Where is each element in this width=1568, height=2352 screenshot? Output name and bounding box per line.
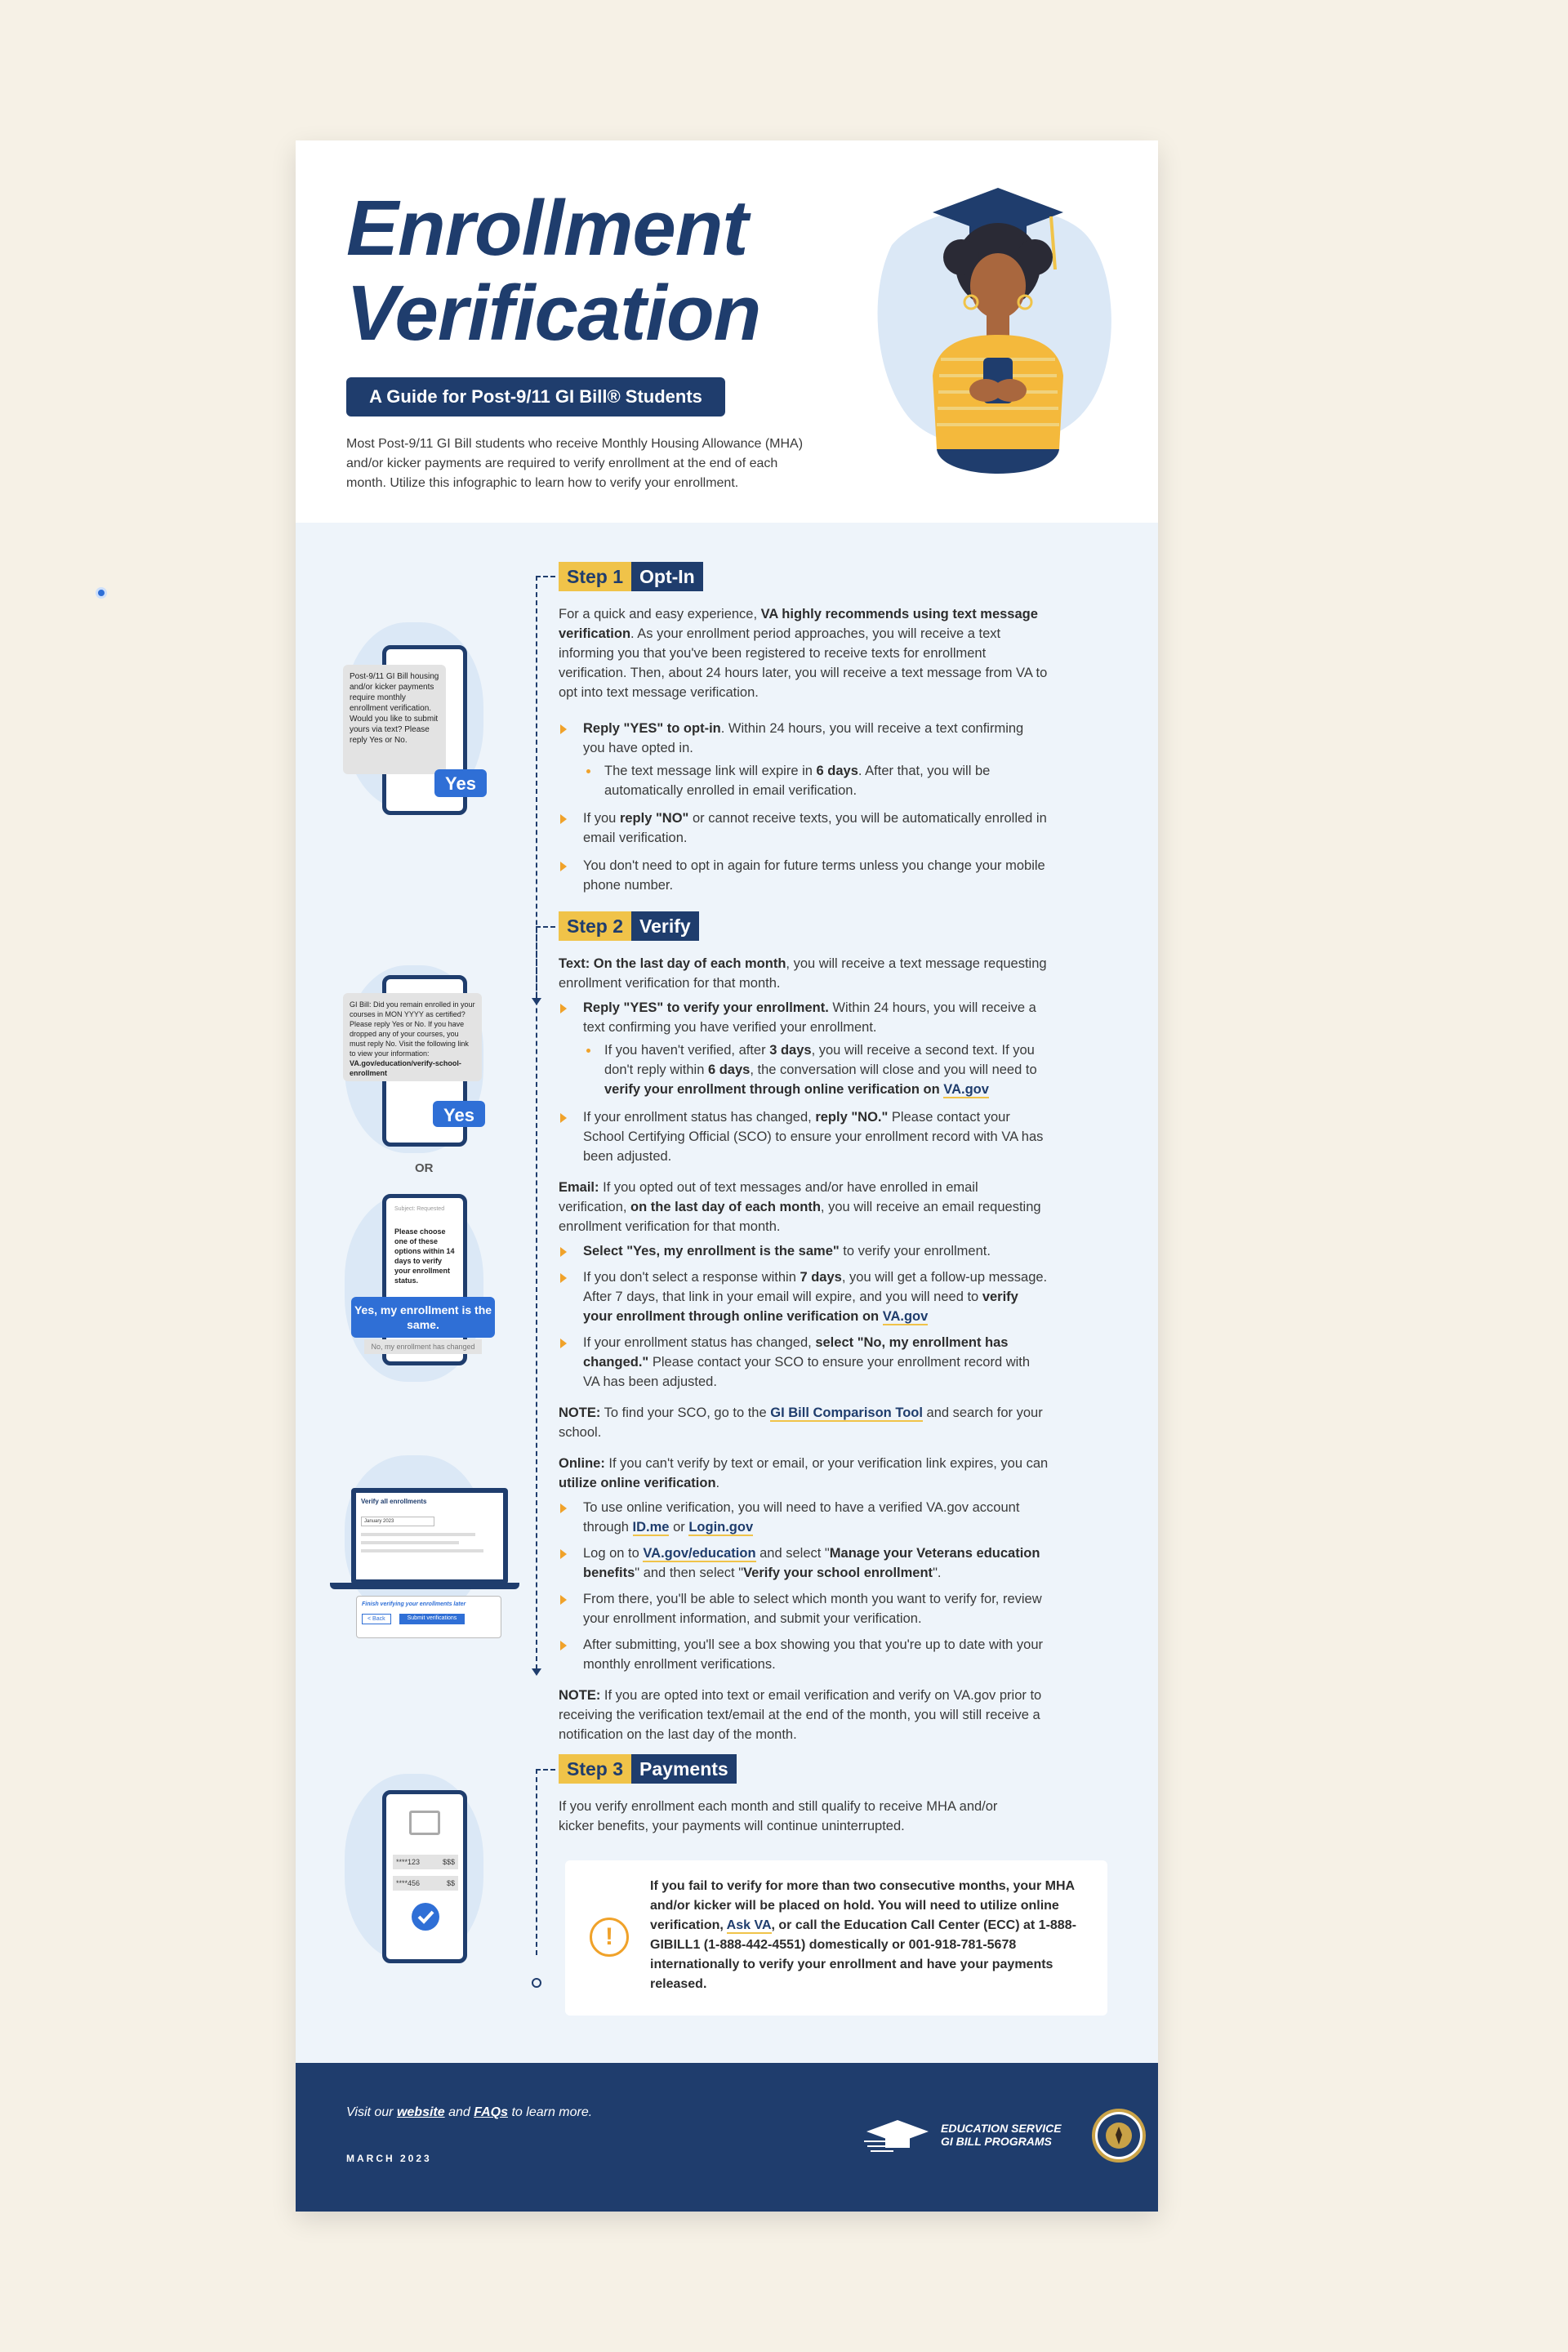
list-item: If you reply "NO" or cannot receive texts, you will be automatically enrolled in email verification. [559, 808, 1049, 848]
account-row: ****456 $$ [393, 1876, 458, 1891]
email-yes-button: Yes, my enrollment is the same. [351, 1297, 495, 1338]
phone-icon: Subject: Requested Please choose one of these options within 14 days to verify your enrollment status. [382, 1194, 467, 1365]
back-button: < Back [362, 1614, 391, 1624]
side-indicator-dot [96, 587, 107, 599]
step2-header [559, 911, 699, 941]
list-item: From there, you'll be able to select which month you want to verify for, review your enrollment information, and submit your verification. [559, 1589, 1049, 1628]
step1-number: Step 1 [559, 562, 631, 591]
phone-icon [382, 1790, 467, 1963]
website-link[interactable]: website [396, 2105, 445, 2119]
email-section: Email: If you opted out of text messages and/or have enrolled in email verification, on the last day of each month, you will receive an email requesting enrollment verification for that month. [559, 1180, 1041, 1234]
online-section: Online: If you can't verify by text or email, or your verification link expires, you can utilize online verification. [559, 1456, 1049, 1490]
mortarboard-logo [862, 2117, 933, 2154]
note-prior-verify: NOTE: If you are opted into text or email verification and verify on VA.gov prior to receiving the verification text/email at the end of the month, you will still receive a notification on the last day of the month. [559, 1688, 1042, 1742]
education-service-logo: EDUCATION SERVICE GI BILL PROGRAMS [941, 2122, 1062, 2148]
yes-reply: Yes [433, 1101, 485, 1127]
comparison-tool-link[interactable]: GI Bill Comparison Tool [770, 1405, 923, 1420]
list-item: Select "Yes, my enrollment is the same" to verify your enrollment. [559, 1241, 1049, 1261]
infographic [296, 140, 1158, 2212]
text-section: Text: On the last day of each month, you will receive a text message requesting enrollment verification for that month. [559, 956, 1047, 991]
footer [296, 2063, 1158, 2212]
list-subitem: The text message link will expire in 6 days. After that, you will be automatically enrolled in email verification. [559, 761, 1049, 800]
yes-reply: Yes [434, 769, 487, 797]
list-item: If you don't select a response within 7 days, you will get a follow-up message. After 7 days, that link in your email will expire, and you will need to verify your enrollment through online verification on VA.gov [559, 1267, 1049, 1326]
list-item: Log on to VA.gov/education and select "Manage your Veterans education benefits" and then select "Verify your school enrollment". [559, 1544, 1049, 1583]
text-message-bubble: Post-9/11 GI Bill housing and/or kicker payments require monthly enrollment verification. Would you like to submit yours via text? Please reply Yes or No. [343, 665, 446, 774]
list-item: Reply "YES" to opt-in. Within 24 hours, you will receive a text confirming you have opted in. [559, 719, 1049, 758]
laptop-title: Verify all enrollments [361, 1498, 427, 1505]
header [296, 140, 1158, 523]
title-line-2: Verification [346, 270, 761, 357]
visit-text: Visit our website and FAQs to learn more. [346, 2105, 593, 2119]
email-no-button: No, my enrollment has changed [364, 1339, 482, 1354]
faqs-link[interactable]: FAQs [474, 2105, 509, 2119]
check-icon [411, 1902, 440, 1931]
list-item: If your enrollment status has changed, select "No, my enrollment has changed." Please contact your SCO to ensure your enrollment record with VA has been adjusted. [559, 1333, 1049, 1392]
step1-intro: For a quick and easy experience, VA highly recommends using text message verification. As your enrollment period approaches, you will receive a text informing you that you've been registered to receive texts for enrollment verification. Then, about 24 hours later, you will receive a text message from VA to opt into text message verification. [559, 607, 1048, 700]
submit-verifications-button: Submit verifications [399, 1614, 466, 1624]
page-title [346, 186, 760, 356]
vagov-education-link[interactable]: VA.gov/education [643, 1546, 756, 1561]
email-message: Please choose one of these options within 14 days to verify your enrollment status. [394, 1227, 455, 1285]
idme-link[interactable]: ID.me [632, 1520, 670, 1535]
alert-icon: ! [590, 1918, 629, 1957]
list-item: If your enrollment status has changed, reply "NO." Please contact your School Certifying Official (SCO) to ensure your enrollment record with VA has been adjusted. [559, 1107, 1049, 1166]
step2-body [559, 954, 1049, 1744]
intro-text: Most Post-9/11 GI Bill students who receive Monthly Housing Allowance (MHA) and/or kicker payments are required to verify enrollment at the end of each month. Utilize this infographic to learn how to verify your enrollment. [346, 437, 804, 490]
va-seal [1092, 2109, 1146, 2163]
account-row: ****123 $$$ [393, 1855, 458, 1869]
step1-header [559, 562, 703, 591]
step2-number: Step 2 [559, 911, 631, 941]
publication-date: MARCH 2023 [346, 2153, 432, 2164]
bank-icon [409, 1811, 440, 1835]
logingov-link[interactable]: Login.gov [688, 1520, 754, 1535]
laptop-icon: Verify all enrollments January 2023 [351, 1488, 508, 1584]
step3-intro: If you verify enrollment each month and still qualify to receive MHA and/or kicker benefits, your payments will continue uninterrupted. [559, 1799, 998, 1833]
alert-text: If you fail to verify for more than two consecutive months, your MHA and/or kicker will be placed on hold. You will need to utilize online verification, Ask VA, or call the Education Call Center (ECC) at 1-888-GIBILL1 (1-888-442-4551) domestically or 001-918-781-5678 internationally to verify your enrollment and have your payments released. [650, 1879, 1076, 1991]
vagov-link[interactable]: VA.gov [882, 1309, 929, 1324]
list-item: To use online verification, you will need to have a verified VA.gov account through ID.me or Login.gov [559, 1498, 1049, 1537]
list-item: Reply "YES" to verify your enrollment. Within 24 hours, you will receive a text confirming you have verified your enrollment. [559, 998, 1049, 1037]
step2-name: Verify [631, 911, 699, 941]
alert-box [565, 1860, 1107, 2016]
text-message-bubble: GI Bill: Did you remain enrolled in your courses in MON YYYY as certified? Please reply Yes or No. If you have dropped any of your courses, you must reply No. Visit the following link to view your information: VA.gov/education/verify-school-enrollment [343, 993, 482, 1081]
graduate-illustration [859, 172, 1120, 498]
guide-badge: A Guide for Post-9/11 GI Bill® Students [346, 377, 725, 416]
list-item: After submitting, you'll see a box showing you that you're up to date with your monthly enrollment verifications. [559, 1635, 1049, 1674]
step3-body [559, 1797, 1016, 1836]
note-sco: NOTE: To find your SCO, go to the GI Bill Comparison Tool and search for your school. [559, 1405, 1043, 1440]
ask-va-link[interactable]: Ask VA [726, 1918, 772, 1932]
list-item: You don't need to opt in again for future terms unless you change your mobile phone number. [559, 856, 1049, 895]
finish-later-card: Finish verifying your enrollments later < Back Submit verifications [356, 1596, 501, 1638]
vagov-link[interactable]: VA.gov [943, 1082, 989, 1097]
step3-number: Step 3 [559, 1754, 631, 1784]
title-line-1: Enrollment [346, 185, 748, 272]
list-subitem: If you haven't verified, after 3 days, you will receive a second text. If you don't reply within 6 days, the conversation will close and you will need to verify your enrollment through online verification on VA.gov [559, 1040, 1049, 1099]
step3-header [559, 1754, 737, 1784]
or-label: OR [415, 1161, 434, 1175]
step1-body [559, 604, 1049, 895]
step1-name: Opt-In [631, 562, 703, 591]
step3-name: Payments [631, 1754, 737, 1784]
